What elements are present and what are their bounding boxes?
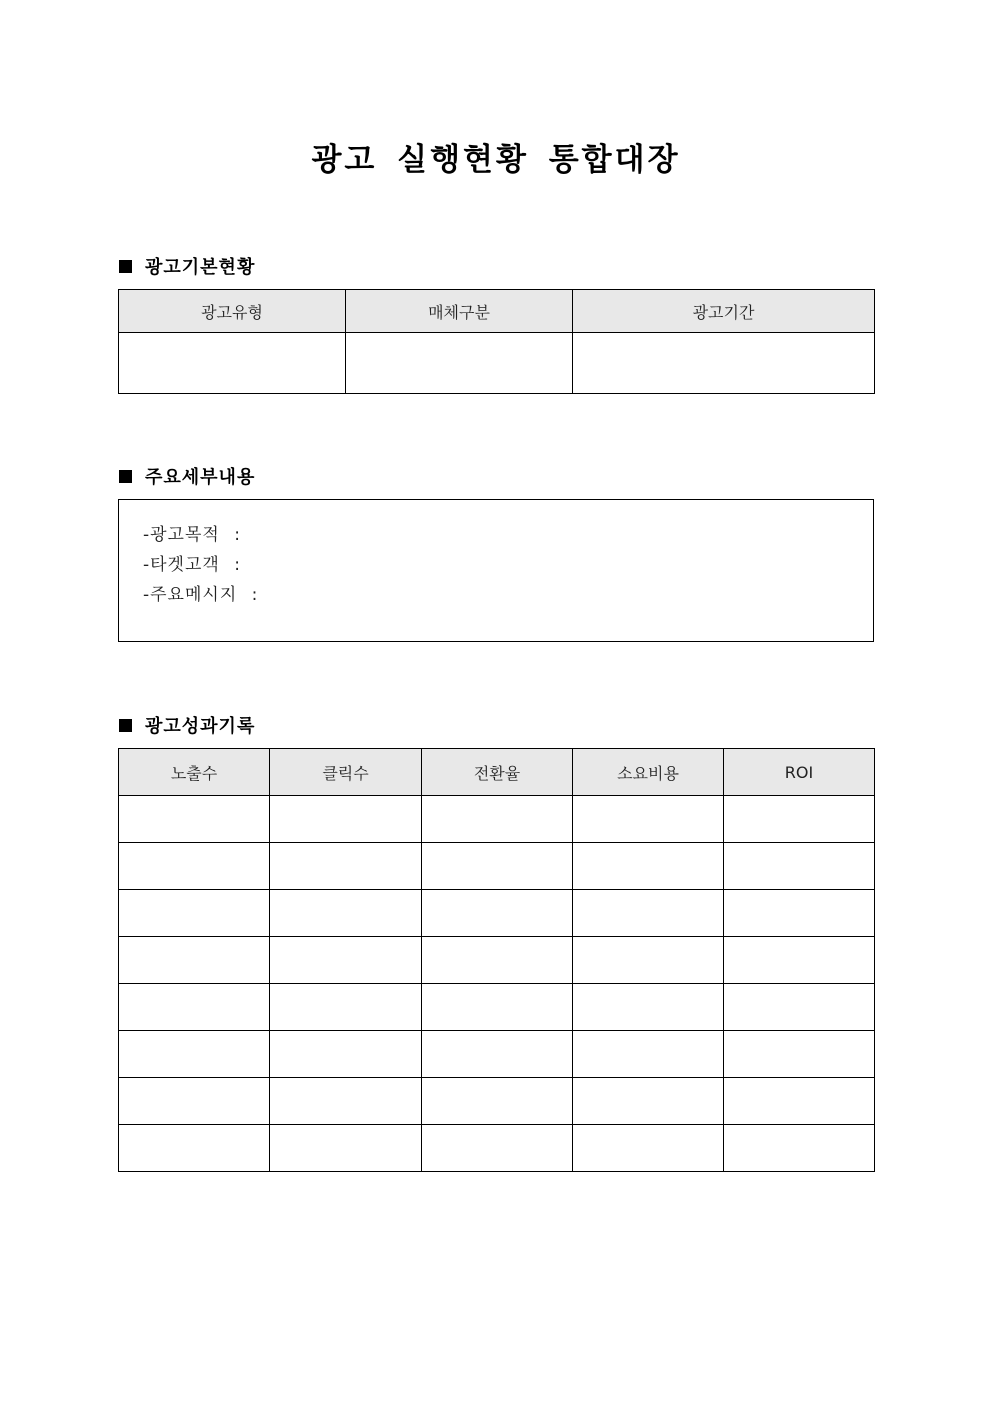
clicks-cell[interactable] bbox=[270, 890, 422, 937]
column-header-ad-type: 광고유형 bbox=[119, 290, 346, 333]
impressions-cell[interactable] bbox=[119, 796, 270, 843]
page-title: 광고 실행현황 통합대장 bbox=[311, 142, 681, 178]
table-row bbox=[119, 1078, 875, 1125]
section-heading-label: 광고기본현황 bbox=[145, 257, 256, 278]
roi-cell[interactable] bbox=[724, 843, 875, 890]
column-header-roi: ROI bbox=[724, 749, 875, 796]
roi-cell[interactable] bbox=[724, 1078, 875, 1125]
column-header-cost: 소요비용 bbox=[573, 749, 724, 796]
table-header-row bbox=[119, 290, 875, 333]
detail-line-target[interactable] bbox=[143, 550, 241, 575]
cost-cell[interactable] bbox=[573, 890, 724, 937]
conversion-rate-cell[interactable] bbox=[422, 937, 573, 984]
impressions-cell[interactable] bbox=[119, 937, 270, 984]
section-heading-performance bbox=[119, 712, 255, 738]
detail-label: -주요메시지 bbox=[143, 585, 238, 605]
column-header-impressions: 노출수 bbox=[119, 749, 270, 796]
cost-cell[interactable] bbox=[573, 1078, 724, 1125]
clicks-cell[interactable] bbox=[270, 1031, 422, 1078]
conversion-rate-cell[interactable] bbox=[422, 843, 573, 890]
conversion-rate-cell[interactable] bbox=[422, 796, 573, 843]
conversion-rate-cell[interactable] bbox=[422, 1125, 573, 1172]
period-cell[interactable] bbox=[573, 333, 875, 394]
conversion-rate-cell[interactable] bbox=[422, 1078, 573, 1125]
ad-type-cell[interactable] bbox=[119, 333, 346, 394]
roi-cell[interactable] bbox=[724, 984, 875, 1031]
table-row bbox=[119, 1031, 875, 1078]
clicks-cell[interactable] bbox=[270, 796, 422, 843]
cost-cell[interactable] bbox=[573, 796, 724, 843]
square-bullet-icon bbox=[119, 719, 132, 732]
clicks-cell[interactable] bbox=[270, 984, 422, 1031]
media-cell[interactable] bbox=[346, 333, 573, 394]
impressions-cell[interactable] bbox=[119, 1078, 270, 1125]
table-row bbox=[119, 843, 875, 890]
impressions-cell[interactable] bbox=[119, 984, 270, 1031]
column-header-period: 광고기간 bbox=[573, 290, 875, 333]
cost-cell[interactable] bbox=[573, 843, 724, 890]
table-header-row bbox=[119, 749, 875, 796]
clicks-cell[interactable] bbox=[270, 1125, 422, 1172]
roi-cell[interactable] bbox=[724, 890, 875, 937]
section-heading-label: 주요세부내용 bbox=[145, 467, 256, 488]
cost-cell[interactable] bbox=[573, 1031, 724, 1078]
detail-separator: : bbox=[234, 525, 241, 545]
detail-line-purpose[interactable] bbox=[143, 520, 241, 545]
roi-cell[interactable] bbox=[724, 796, 875, 843]
column-header-conversion-rate: 전환율 bbox=[422, 749, 573, 796]
column-header-clicks: 클릭수 bbox=[270, 749, 422, 796]
basic-info-table bbox=[118, 289, 875, 394]
table-row bbox=[119, 890, 875, 937]
section-heading-label: 광고성과기록 bbox=[145, 716, 256, 737]
roi-cell[interactable] bbox=[724, 1031, 875, 1078]
conversion-rate-cell[interactable] bbox=[422, 890, 573, 937]
section-heading-details bbox=[119, 463, 255, 489]
impressions-cell[interactable] bbox=[119, 1031, 270, 1078]
square-bullet-icon bbox=[119, 470, 132, 483]
square-bullet-icon bbox=[119, 260, 132, 273]
cost-cell[interactable] bbox=[573, 984, 724, 1031]
clicks-cell[interactable] bbox=[270, 937, 422, 984]
detail-line-message[interactable] bbox=[143, 580, 258, 605]
detail-label: -타겟고객 bbox=[143, 555, 220, 575]
table-row bbox=[119, 984, 875, 1031]
detail-label: -광고목적 bbox=[143, 525, 220, 545]
detail-separator: : bbox=[251, 585, 259, 605]
impressions-cell[interactable] bbox=[119, 890, 270, 937]
table-row bbox=[119, 1125, 875, 1172]
section-heading-basic bbox=[119, 253, 255, 279]
details-box bbox=[118, 499, 874, 642]
impressions-cell[interactable] bbox=[119, 843, 270, 890]
roi-cell[interactable] bbox=[724, 1125, 875, 1172]
cost-cell[interactable] bbox=[573, 937, 724, 984]
conversion-rate-cell[interactable] bbox=[422, 1031, 573, 1078]
table-row bbox=[119, 937, 875, 984]
table-row bbox=[119, 796, 875, 843]
performance-table bbox=[118, 748, 875, 1172]
conversion-rate-cell[interactable] bbox=[422, 984, 573, 1031]
impressions-cell[interactable] bbox=[119, 1125, 270, 1172]
table-row bbox=[119, 333, 875, 394]
column-header-media: 매체구분 bbox=[346, 290, 573, 333]
detail-separator: : bbox=[234, 555, 241, 575]
clicks-cell[interactable] bbox=[270, 1078, 422, 1125]
cost-cell[interactable] bbox=[573, 1125, 724, 1172]
clicks-cell[interactable] bbox=[270, 843, 422, 890]
roi-cell[interactable] bbox=[724, 937, 875, 984]
